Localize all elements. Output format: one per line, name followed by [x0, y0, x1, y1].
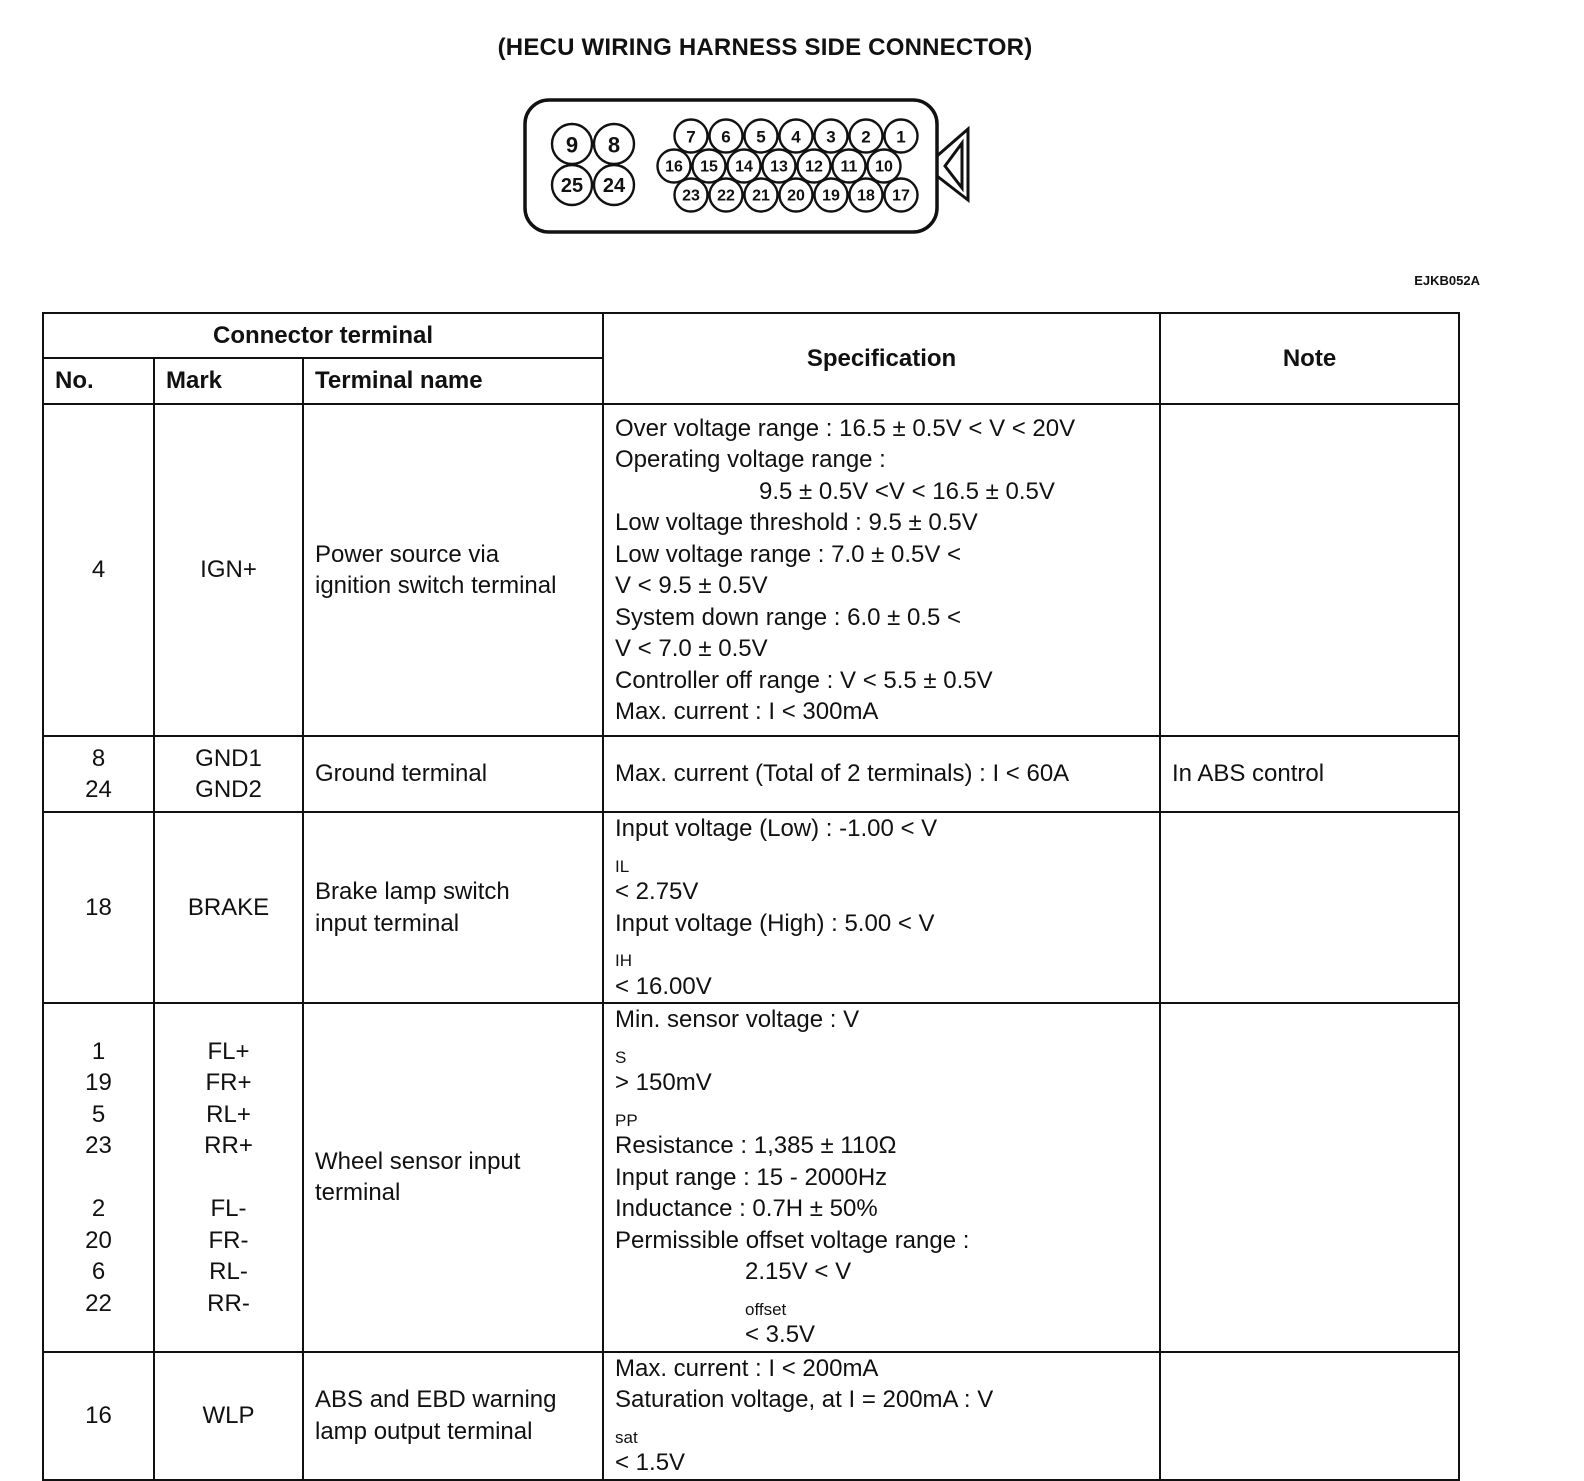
pin-24 [594, 165, 634, 205]
cell-no: 4 [43, 404, 154, 736]
pin-2 [850, 120, 883, 153]
pin-1 [885, 120, 918, 153]
pin-label: 20 [787, 187, 805, 205]
pin-18 [850, 179, 883, 212]
pin-11 [833, 150, 866, 183]
pin-15 [693, 150, 726, 183]
pin-9 [552, 124, 592, 164]
pin-label: 9 [565, 132, 579, 158]
cell-terminal-name: Wheel sensor input terminal [303, 1003, 603, 1352]
cell-specification: Min. sensor voltage : V $_S$ > 150mV $_{PP}$ Resistance : 1,385 ± 110Ω Input range : 15 - 2000Hz Inductance : 0.7H ± 50% Permissible offset voltage range : 2.15V < V $_{offset}$ < 3.5V [603, 1003, 1160, 1352]
pin-label: 18 [857, 187, 875, 205]
pin-25 [552, 165, 592, 205]
pin-label: 13 [770, 158, 788, 176]
pin-label: 24 [602, 175, 626, 197]
pin-12 [798, 150, 831, 183]
pin-label: 1 [896, 127, 906, 147]
pin-8 [594, 124, 634, 164]
connector-latch-icon [937, 129, 968, 200]
header-connector-terminal: Connector terminal [43, 313, 603, 358]
table-row [43, 404, 1459, 736]
table-row [43, 736, 1459, 812]
pin-10 [868, 150, 901, 183]
cell-note [1160, 1003, 1459, 1352]
pin-label: 22 [717, 187, 735, 205]
pin-label: 2 [861, 127, 871, 147]
pin-label: 6 [721, 127, 731, 147]
pin-label: 21 [752, 187, 770, 205]
cell-mark: BRAKE [154, 812, 303, 1003]
pin-3 [815, 120, 848, 153]
pin-22 [710, 179, 743, 212]
pin-20 [780, 179, 813, 212]
header-note: Note [1160, 313, 1459, 404]
cell-no: 18 [43, 812, 154, 1003]
cell-specification: Max. current (Total of 2 terminals) : I < 60A [603, 736, 1160, 812]
pin-5 [745, 120, 778, 153]
pin-7 [675, 120, 708, 153]
pin-14 [728, 150, 761, 183]
cell-no: 16 [43, 1352, 154, 1480]
pin-13 [763, 150, 796, 183]
pin-17 [885, 179, 918, 212]
pin-label: 16 [665, 158, 683, 176]
cell-specification: Over voltage range : 16.5 ± 0.5V < V < 20V Operating voltage range : 9.5 ± 0.5V <V < 16.5 ± 0.5V Low voltage threshold : 9.5 ± 0.5V Low voltage range : 7.0 ± 0.5V < V < 9.5 ± 0.5V System down range : 6.0 ± 0.5 < V < 7.0 ± 0.5V Controller off range : V < 5.5 ± 0.5V Max. current : I < 300mA [603, 404, 1160, 736]
cell-terminal-name: Ground terminal [303, 736, 603, 812]
pin-label: 10 [875, 158, 893, 176]
pin-label: 3 [826, 127, 836, 147]
cell-terminal-name: Brake lamp switch input terminal [303, 812, 603, 1003]
pin-4 [780, 120, 813, 153]
pin-19 [815, 179, 848, 212]
pin-label: 8 [607, 132, 621, 158]
table-row [43, 1352, 1459, 1480]
cell-mark: FL+ FR+ RL+ RR+ FL- FR- RL- RR- [154, 1003, 303, 1352]
cell-note [1160, 1352, 1459, 1480]
cell-note: In ABS control [1160, 736, 1459, 812]
pin-label: 4 [791, 127, 801, 147]
cell-note [1160, 812, 1459, 1003]
pin-label: 17 [892, 187, 910, 205]
pin-label: 7 [686, 127, 696, 147]
terminal-spec-table [42, 312, 1460, 1481]
pin-label: 15 [700, 158, 718, 176]
table-row [43, 1003, 1459, 1352]
pin-label: 14 [735, 158, 753, 176]
cell-no: 8 24 [43, 736, 154, 812]
cell-specification: Input voltage (Low) : -1.00 < V $_{IL}$ < 2.75V Input voltage (High) : 5.00 < V $_{IH}$ < 16.00V [603, 812, 1160, 1003]
pin-label: 19 [822, 187, 840, 205]
cell-mark: WLP [154, 1352, 303, 1480]
cell-terminal-name: Power source via ignition switch terminal [303, 404, 603, 736]
pin-21 [745, 179, 778, 212]
right-pin-group [658, 120, 918, 212]
pin-label: 5 [756, 127, 766, 147]
table-row [43, 812, 1459, 1003]
pin-label: 23 [682, 187, 700, 205]
figure-code: EJKB052A [1414, 273, 1480, 288]
connector-diagram [520, 96, 980, 240]
cell-mark: IGN+ [154, 404, 303, 736]
cell-specification: Max. current : I < 200mA Saturation voltage, at I = 200mA : V $_{sat}$ < 1.5V [603, 1352, 1160, 1480]
page-title: (HECU WIRING HARNESS SIDE CONNECTOR) [497, 34, 1033, 61]
header-no: No. [43, 358, 154, 404]
pin-label: 11 [840, 158, 858, 176]
pin-23 [675, 179, 708, 212]
cell-note [1160, 404, 1459, 736]
pin-6 [710, 120, 743, 153]
header-terminal-name: Terminal name [303, 358, 603, 404]
pin-label: 12 [805, 158, 823, 176]
header-mark: Mark [154, 358, 303, 404]
cell-no: 1 19 5 23 2 20 6 22 [43, 1003, 154, 1352]
pin-16 [658, 150, 691, 183]
cell-terminal-name: ABS and EBD warning lamp output terminal [303, 1352, 603, 1480]
cell-mark: GND1 GND2 [154, 736, 303, 812]
header-specification: Specification [603, 313, 1160, 404]
pin-label: 25 [560, 175, 584, 197]
